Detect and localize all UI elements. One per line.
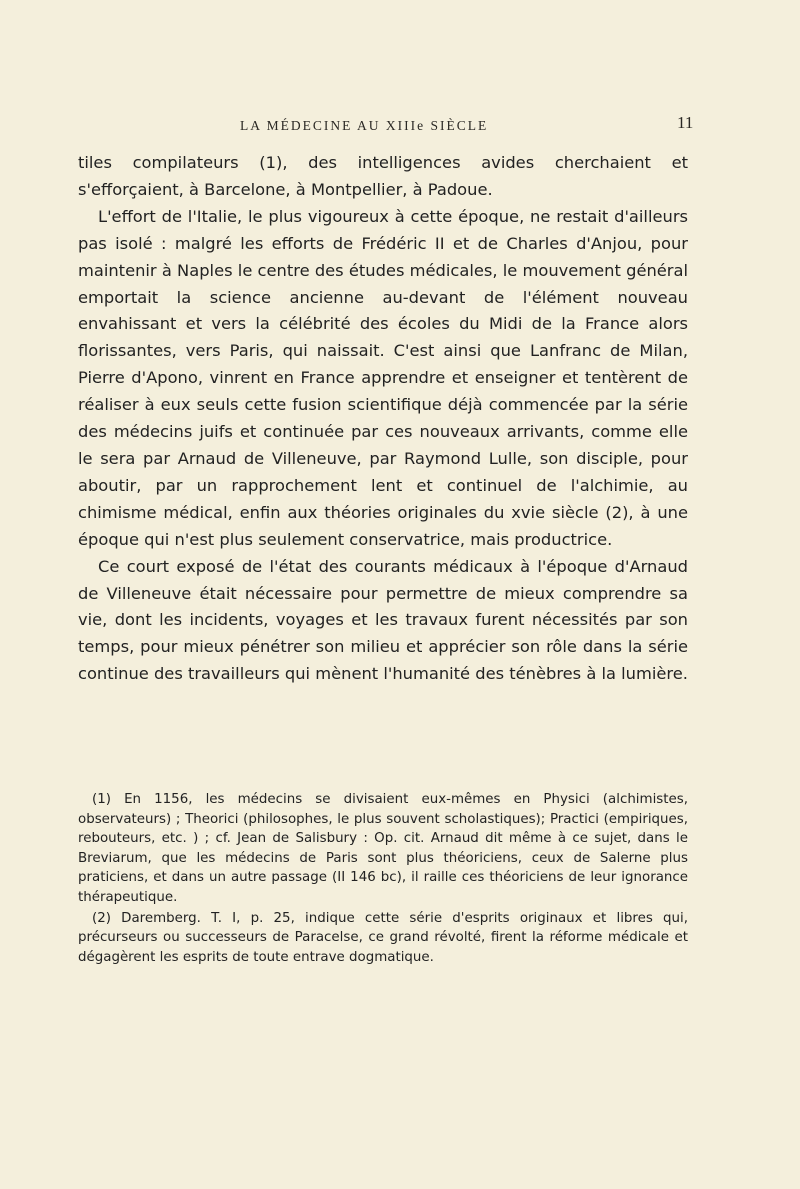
main-text [78, 150, 688, 688]
running-head: LA MÉDECINE AU XIIIe SIÈCLE [240, 118, 489, 133]
footnotes [78, 790, 688, 967]
paragraph-2: L'effort de l'Italie, le plus vigoureux à cette époque, ne restait d'ailleurs pas isolé : malgré les efforts de Frédéric II et de Charles d'Anjou, pour maintenir à Naples le centre des études médicales, le mouvement général emportait la science ancienne au-devant de l'élément nouveau envahissant et vers la célébrité des écoles du Midi de la France alors florissantes, vers Paris, qui naissait. C'est ainsi que Lanfranc de Milan, Pierre d'Apono, vinrent en France apprendre et enseigner et tentèrent de réaliser à eux seuls cette fusion scientifique déjà commencée par la série des médecins juifs et continuée par ces nouveaux arrivants, comme elle le sera par Arnaud de Villeneuve, par Raymond Lulle, son disciple, pour aboutir, par un rapprochement lent et continuel de l'alchimie, au chimisme médical, enfin aux théories originales du xvie siècle (2), à une époque qui n'est plus seulement conservatrice, mais productrice. [78, 206, 688, 549]
footnote-1: (1) En 1156, les médecins se divisaient eux-mêmes en Physici (alchimistes, observateurs) ; Theorici (philosophes, le plus souvent scholastiques); Practici (empiriques, rebouteurs, etc. ) ; cf. Jean de Salisbury : Op. cit. Arnaud dit même à ce sujet, dans le Breviarum, que les médecins de Paris sont plus théoriciens, ceux de Salerne plus praticiens, et dans un autre passage (II 146 bc), il raille ces théoriciens de leur ignorance thérapeutique. [78, 792, 688, 905]
paragraph-3: Ce court exposé de l'état des courants médicaux à l'époque d'Arnaud de Villeneuve était nécessaire pour permettre de mieux comprendre sa vie, dont les incidents, voyages et les travaux furent nécessités par son temps, pour mieux pénétrer son milieu et apprécier son rôle dans la série continue des travailleurs qui mènent l'humanité des ténèbres à la lumière. [78, 556, 688, 684]
footnote-2: (2) Daremberg. T. I, p. 25, indique cette série d'esprits originaux et libres qui, précurseurs ou successeurs de Paracelse, ce grand révolté, firent la réforme médicale et dégagèrent les esprits de toute entrave dogmatique. [78, 910, 688, 965]
paragraph-1: tiles compilateurs (1), des intelligences avides cherchaient et s'efforçaient, à Barcelone, à Montpellier, à Padoue. [78, 153, 688, 199]
page-number: 11 [677, 113, 694, 132]
